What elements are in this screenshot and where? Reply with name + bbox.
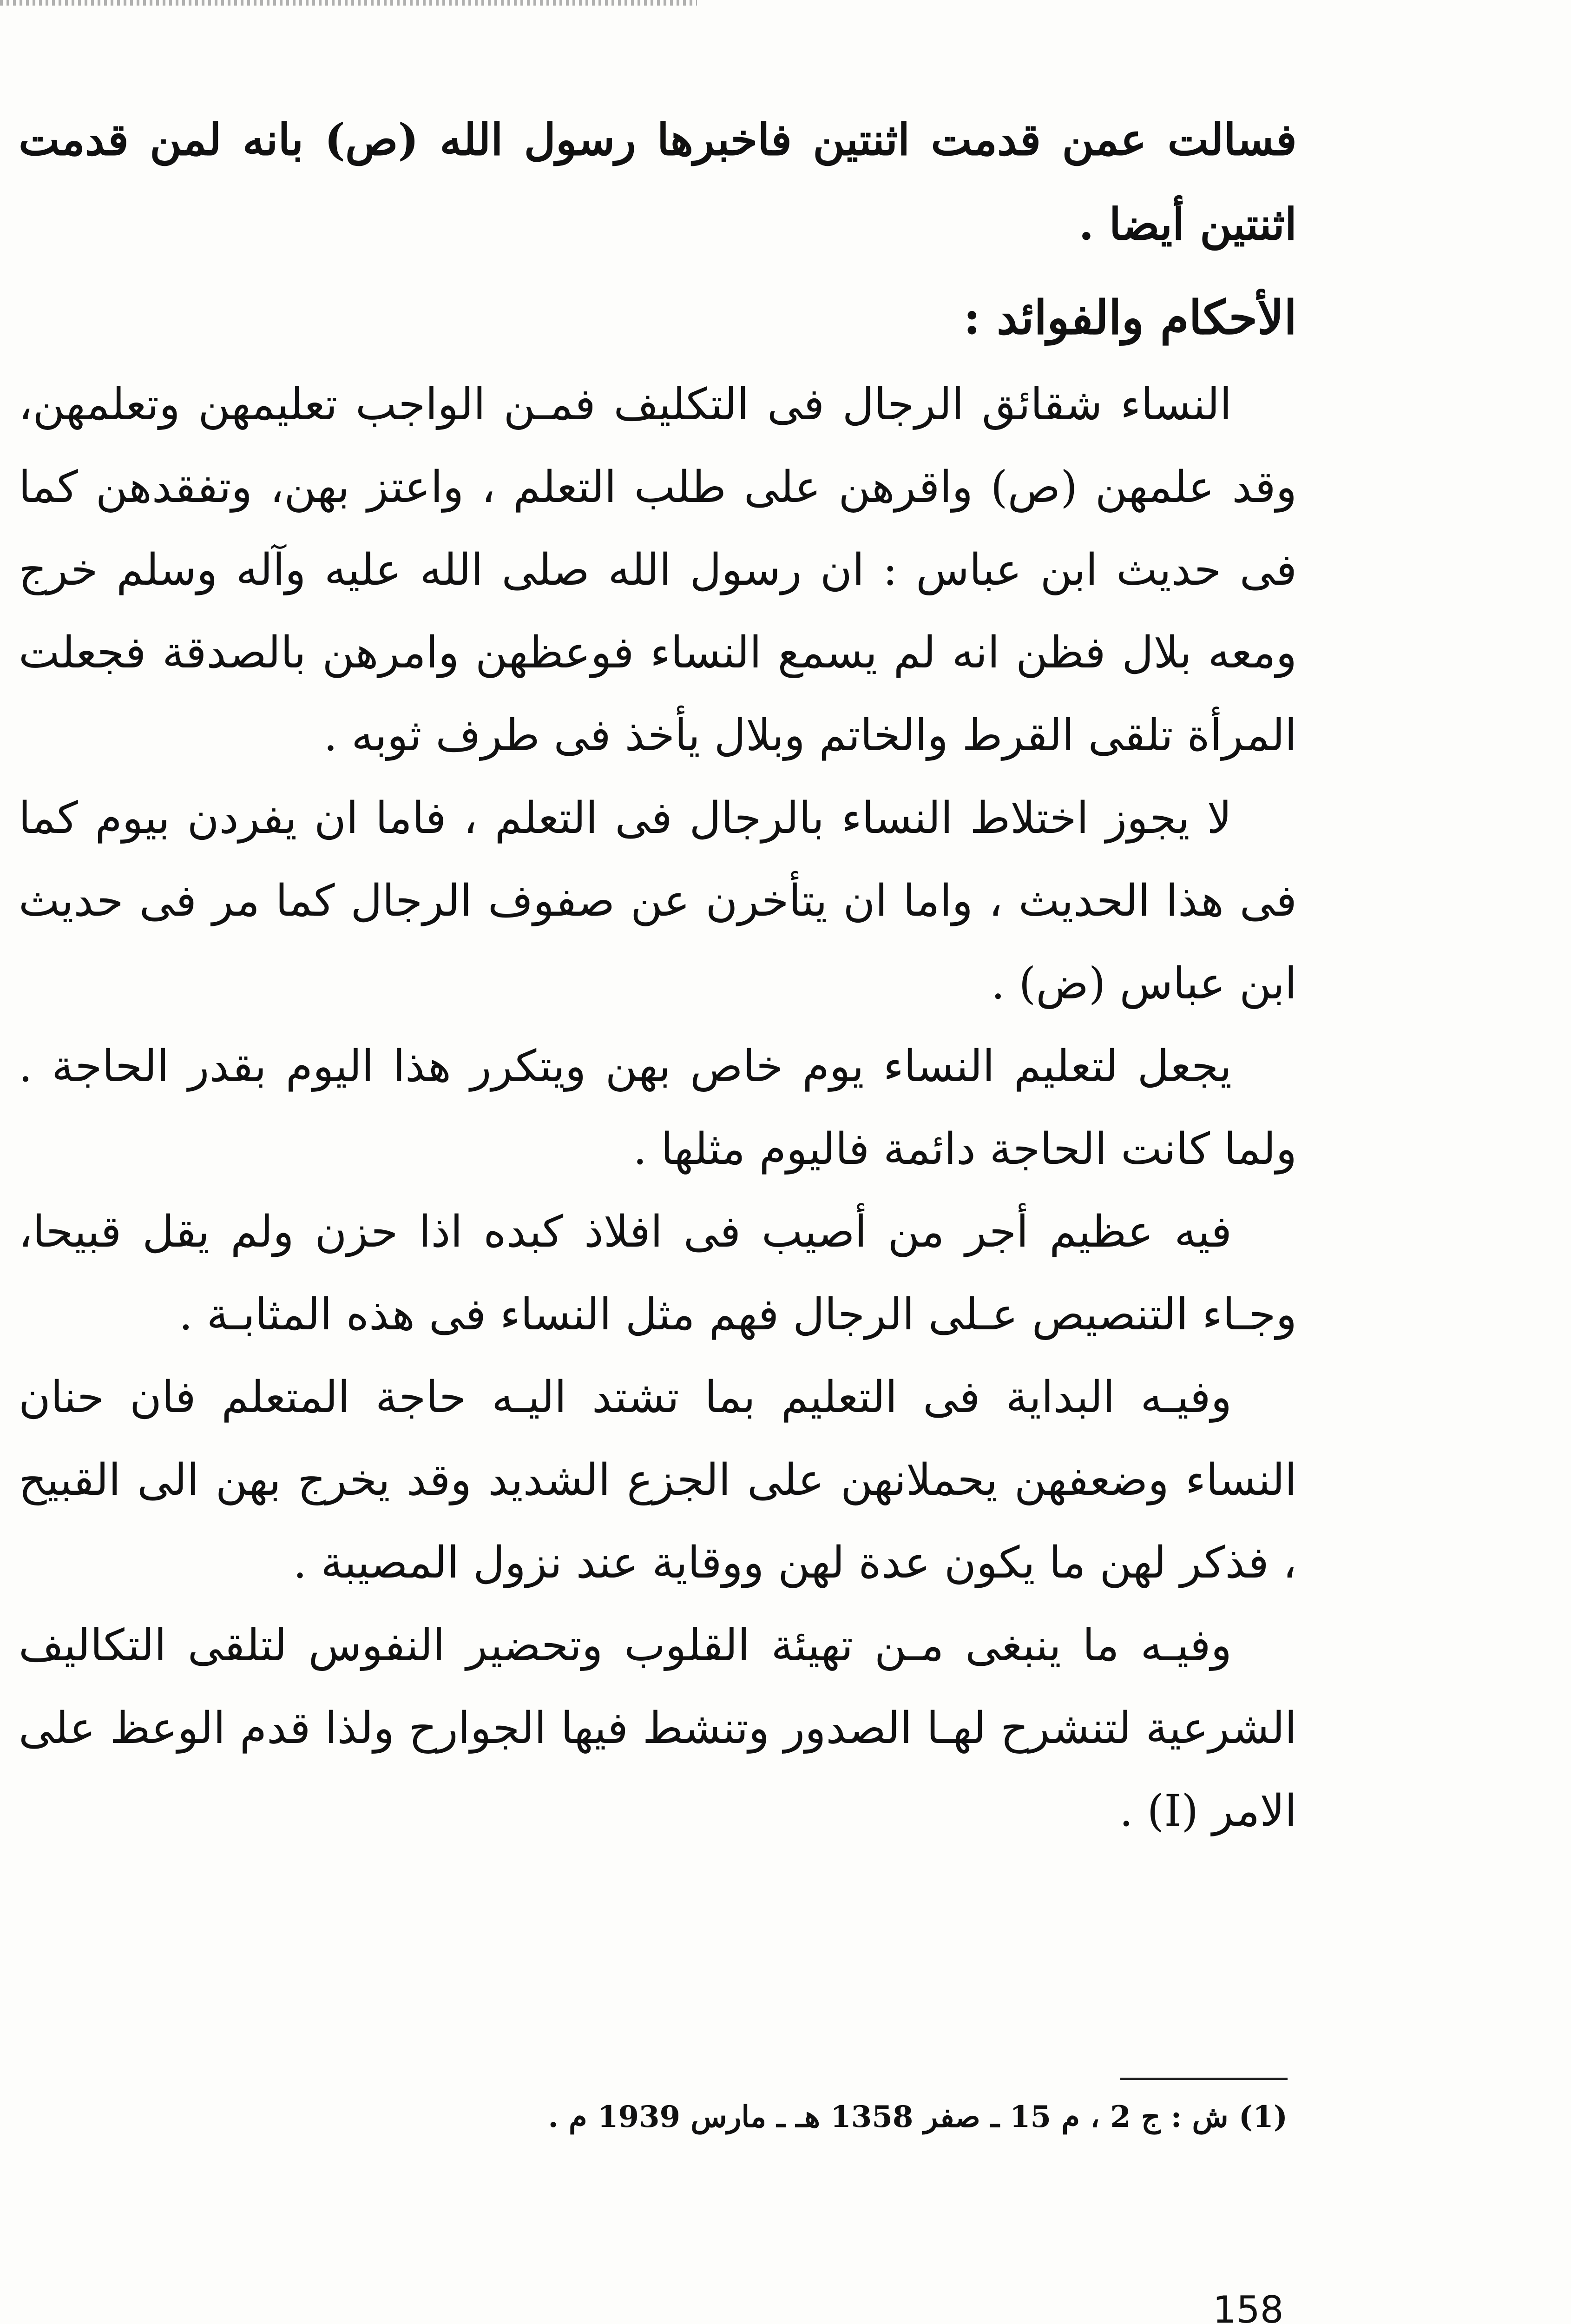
main-text — [19, 98, 1297, 1853]
page-number: 158 — [1213, 2288, 1284, 2324]
paragraph: وفيـه البداية فى التعليم بما تشتد اليـه حاجة المتعلم فان حنان النساء وضعفهن يحملانهن على الجزع الشديد وقد يخرج بهن الى القبيح ، فذكر لهن ما يكون عدة لهن ووقاية عند نزول المصيبة . — [19, 1372, 1297, 1588]
section-heading: الأحكام والفوائد : — [963, 290, 1297, 345]
intro-paragraph: فسالت عمن قدمت اثنتين فاخبرها رسول الله (ص) بانه لمن قدمت اثنتين أيضا . — [19, 114, 1297, 250]
paragraph: لا يجوز اختلاط النساء بالرجال فى التعلم ، فاما ان يفردن بيوم كما فى هذا الحديث ، واما ان يتأخرن عن صفوف الرجال كما مر فى حديث ابن عباس (ض) . — [19, 793, 1297, 1009]
paragraph: فيه عظيم أجر من أصيب فى افلاذ كبده اذا حزن ولم يقل قبيحا، وجـاء التنصيص عـلى الرجال فهم مثل النساء فى هذه المثابـة . — [19, 1207, 1297, 1340]
footnote: (1) ش : ج 2 ، م 15 ـ صفر 1358 هـ ـ مارس 1939 م . — [548, 2100, 1288, 2134]
scan-edge-artifact — [0, 0, 697, 6]
footnote-divider — [1120, 2078, 1288, 2080]
paragraph: النساء شقائق الرجال فى التكليف فمـن الواجب تعليمهن وتعلمهن، وقد علمهن (ص) واقرهن على طلب التعلم ، واعتز بهن، وتفقدهن كما فى حديث ابن عباس : ان رسول الله صلى الله عليه وآله وسلم خرج ومعه بلال فظن انه لم يسمع النساء فوعظهن وامرهن بالصدقة فجعلت المرأة تلقى القرط والخاتم وبلال يأخذ فى طرف ثوبه . — [19, 379, 1297, 761]
paragraph: يجعل لتعليم النساء يوم خاص بهن ويتكرر هذا اليوم بقدر الحاجة . ولما كانت الحاجة دائمة فاليوم مثلها . — [19, 1041, 1297, 1175]
paragraph: وفيـه ما ينبغى مـن تهيئة القلوب وتحضير النفوس لتلقى التكاليف الشرعية لتنشرح لهـا الصدور وتنشط فيها الجوارح ولذا قدم الوعظ على الامر (I) . — [19, 1620, 1297, 1836]
